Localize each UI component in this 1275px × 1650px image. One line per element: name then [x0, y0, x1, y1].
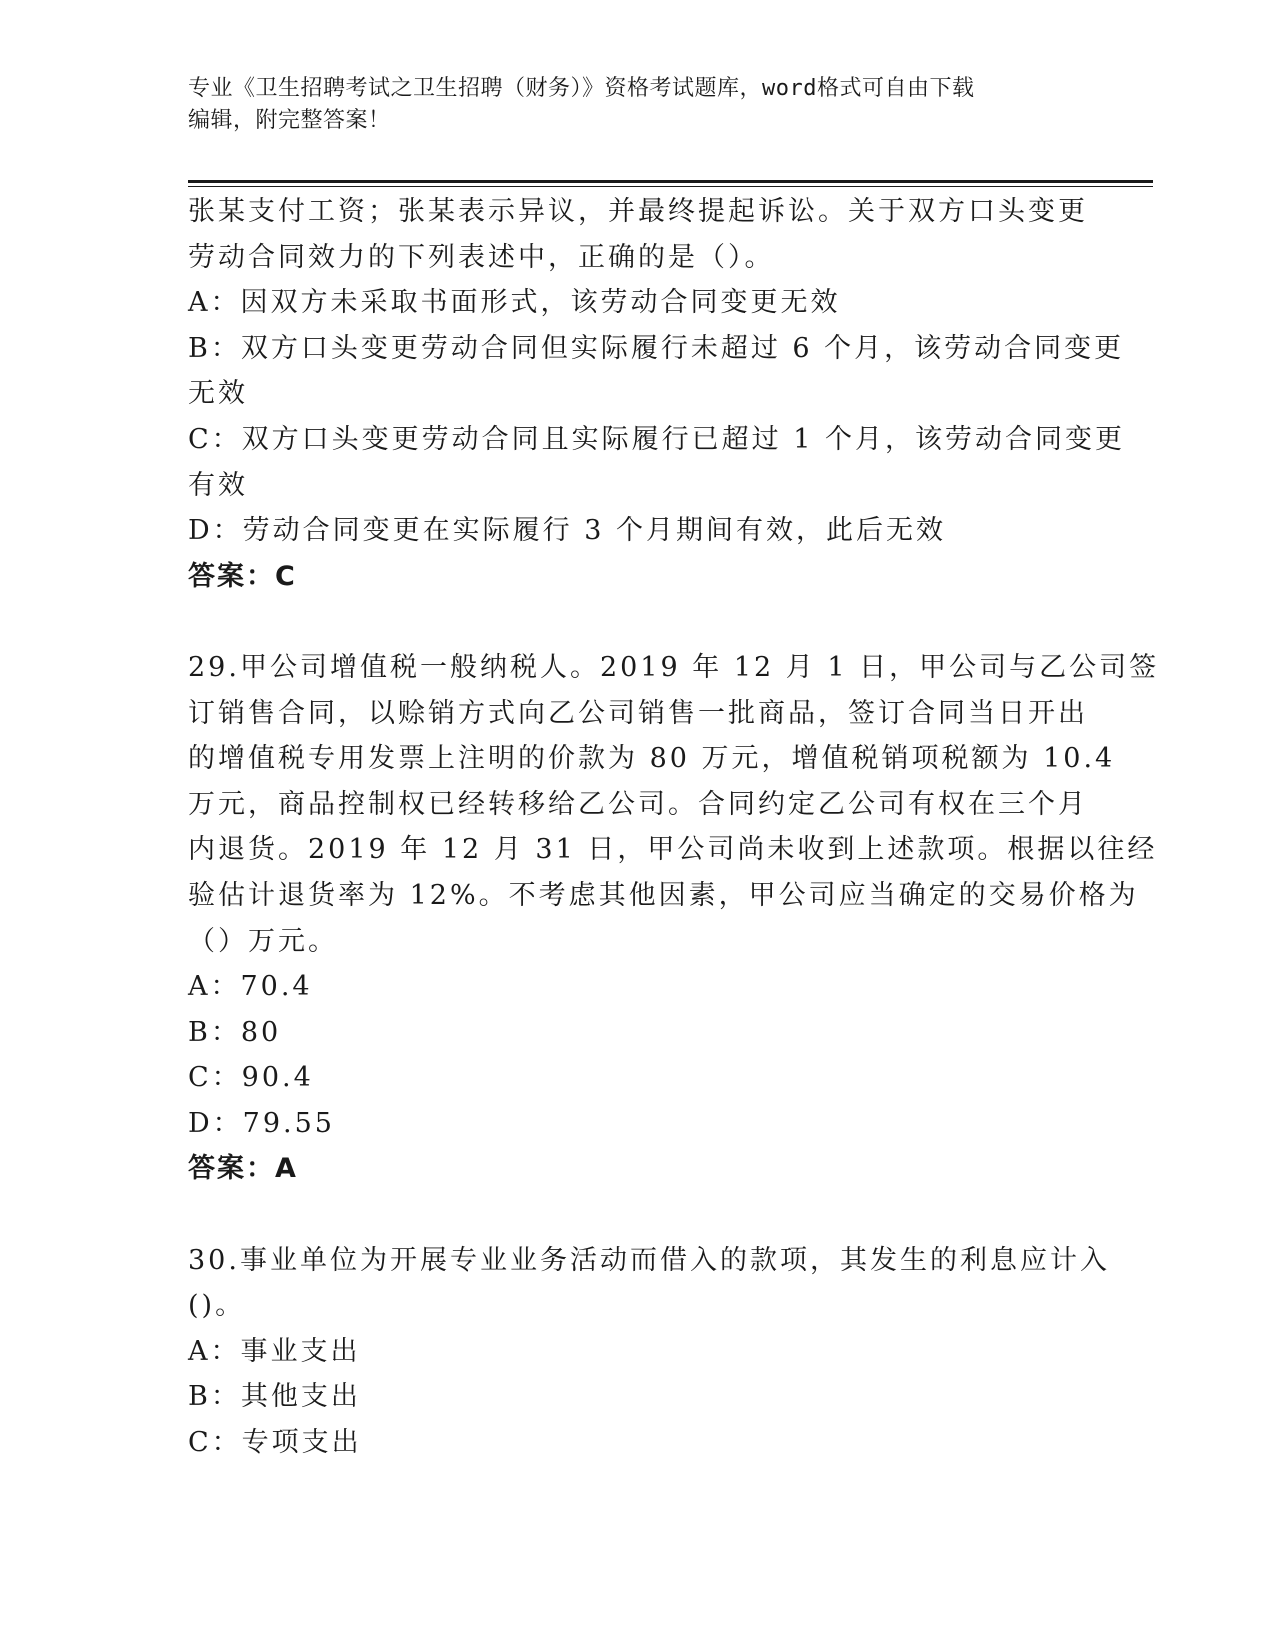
question-stem-line: 订销售合同，以赊销方式向乙公司销售一批商品，签订合同当日开出	[188, 697, 1088, 729]
question-stem-line: 验估计退货率为 12%。不考虑其他因素，甲公司应当确定的交易价格为	[188, 879, 1139, 911]
option-a: A：因双方未采取书面形式，该劳动合同变更无效	[188, 287, 841, 319]
option-b: B：80	[188, 1016, 282, 1048]
spacer	[188, 1192, 1088, 1238]
option-c-line: C：双方口头变更劳动合同且实际履行已超过 1 个月，该劳动合同变更	[188, 423, 1126, 455]
option-a: A：70.4	[188, 971, 313, 1003]
question-28	[188, 189, 1126, 599]
question-stem-line: 的增值税专用发票上注明的价款为 80 万元，增值税销项税额为 10.4	[188, 743, 1116, 775]
option-d: D：劳动合同变更在实际履行 3 个月期间有效，此后无效	[188, 515, 946, 547]
question-29	[188, 645, 1160, 1192]
question-stem-line: 内退货。2019 年 12 月 31 日，甲公司尚未收到上述款项。根据以往经	[188, 834, 1158, 866]
header-line-1: 专业《卫生招聘考试之卫生招聘（财务）》资格考试题库，word格式可自由下载	[188, 76, 975, 101]
option-d: D：79.55	[188, 1107, 335, 1139]
question-content	[188, 189, 1160, 1466]
header-line-2: 编辑，附完整答案！	[188, 108, 391, 133]
question-stem-line: 29.甲公司增值税一般纳税人。2019 年 12 月 1 日，甲公司与乙公司签	[188, 651, 1160, 683]
question-stem-line: 30.事业单位为开展专业业务活动而借入的款项，其发生的利息应计入	[188, 1244, 1110, 1276]
question-30	[188, 1238, 1110, 1466]
option-b-line: 无效	[188, 378, 248, 410]
option-b-line: B：双方口头变更劳动合同但实际履行未超过 6 个月，该劳动合同变更	[188, 332, 1125, 364]
option-c: C：专项支出	[188, 1427, 362, 1459]
header-divider-thin	[188, 186, 1153, 187]
question-stem-line: 张某支付工资；张某表示异议，并最终提起诉讼。关于双方口头变更	[188, 196, 1088, 227]
option-b: B：其他支出	[188, 1381, 361, 1413]
option-c-line: 有效	[188, 469, 248, 501]
question-stem-line: 万元，商品控制权已经转移给乙公司。合同约定乙公司有权在三个月	[188, 788, 1088, 820]
spacer	[188, 599, 1088, 645]
answer-label: 答案：A	[188, 1153, 298, 1185]
question-stem-line: （）万元。	[188, 925, 338, 957]
document-header	[188, 73, 1088, 137]
question-stem-line: 劳动合同效力的下列表述中，正确的是（）。	[188, 241, 775, 273]
option-c: C：90.4	[188, 1062, 314, 1094]
question-stem-line: ()。	[188, 1290, 246, 1322]
header-divider-thick	[188, 180, 1153, 183]
answer-label: 答案：C	[188, 560, 297, 592]
option-a: A：事业支出	[188, 1335, 361, 1367]
